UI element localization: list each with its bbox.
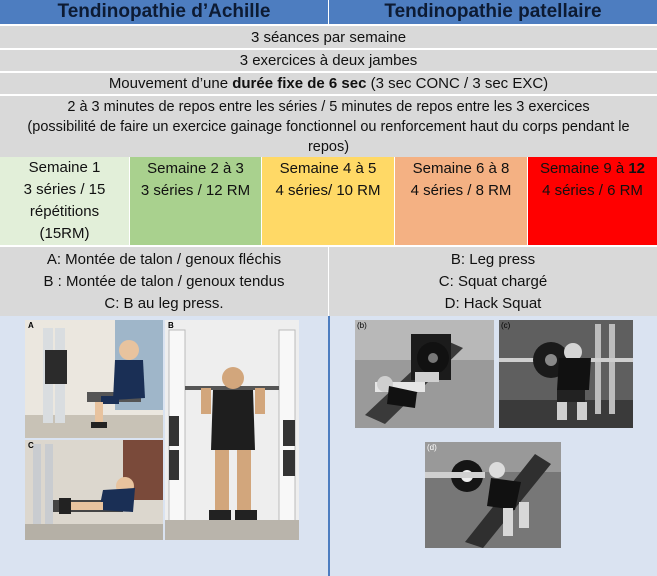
week-5-title-bold: 12	[628, 160, 646, 177]
week-2-detail: 3 séries / 12 RM	[140, 182, 251, 199]
week-2-title: Semaine 2 à 3	[147, 160, 244, 177]
week-1	[0, 157, 130, 245]
patellar-exercise-c: C: Squat chargé	[438, 272, 548, 290]
photo-label-pb: (b)	[357, 321, 367, 330]
header-achilles	[0, 0, 329, 24]
week-5-detail: 4 séries / 6 RM	[542, 182, 643, 199]
week-1-detail: 3 séries / 15	[23, 181, 106, 198]
header-achilles-text: Tendinopathie d’Achille	[57, 1, 271, 22]
photo-leg-press-calf-raise	[25, 440, 163, 540]
header-patellar	[329, 0, 657, 24]
movement-prefix: Mouvement d’une	[108, 75, 233, 92]
achilles-exercise-b: B : Montée de talon / genoux tendus	[43, 272, 285, 290]
photo-label-c: C	[28, 441, 34, 450]
photo-squat	[499, 320, 633, 428]
week-4-title: Semaine 6 à 8	[412, 160, 510, 177]
rest-line-3: repos)	[307, 138, 350, 155]
week-1-detail-2: répétitions	[29, 203, 100, 220]
week-3-title: Semaine 4 à 5	[279, 160, 377, 177]
column-divider	[328, 316, 330, 576]
week-1-detail-3: (15RM)	[39, 225, 90, 242]
photo-leg-press	[355, 320, 494, 428]
week-1-title: Semaine 1	[28, 159, 101, 176]
movement-suffix: (3 sec CONC / 3 sec EXC)	[366, 75, 549, 92]
row-rest	[0, 94, 657, 157]
movement-text	[109, 75, 548, 92]
week-2	[130, 157, 262, 245]
patellar-exercise-b: B: Leg press	[450, 250, 536, 268]
patellar-exercise-d: D: Hack Squat	[444, 294, 542, 312]
week-5	[528, 157, 657, 245]
week-3-detail: 4 séries/ 10 RM	[275, 182, 381, 199]
rest-line-2: (possibilité de faire un exercice gainage fonctionnel ou renforcement haut du corps pendant le	[27, 118, 630, 135]
week-5-title-prefix: Semaine 9 à	[539, 160, 629, 177]
photo-label-pc: (c)	[501, 321, 511, 330]
header-patellar-text: Tendinopathie patellaire	[384, 1, 602, 22]
achilles-exercises	[0, 245, 329, 316]
achilles-exercise-a: A: Montée de talon / genoux fléchis	[46, 250, 282, 268]
movement-bold: durée fixe de 6 sec	[232, 75, 367, 92]
photo-hack-squat	[425, 442, 561, 548]
photo-standing-calf-raise	[165, 320, 299, 540]
exercises-text: 3 exercices à deux jambes	[239, 52, 418, 69]
row-movement	[0, 71, 657, 94]
photo-seated-calf-raise	[25, 320, 163, 438]
row-sessions	[0, 24, 657, 48]
week-5-title	[540, 158, 645, 180]
photo-label-a: A	[28, 321, 34, 330]
patellar-exercises	[329, 245, 657, 316]
sessions-text: 3 séances par semaine	[250, 28, 407, 46]
row-exercises	[0, 48, 657, 71]
photo-label-pd: (d)	[427, 443, 437, 452]
photo-label-b: B	[168, 321, 174, 330]
week-4	[395, 157, 528, 245]
week-3	[262, 157, 395, 245]
achilles-exercise-c: C: B au leg press.	[104, 294, 224, 312]
rest-line-1: 2 à 3 minutes de repos entre les séries / 5 minutes de repos entre les 3 exercices	[67, 98, 590, 115]
week-4-detail: 4 séries / 8 RM	[410, 182, 512, 199]
